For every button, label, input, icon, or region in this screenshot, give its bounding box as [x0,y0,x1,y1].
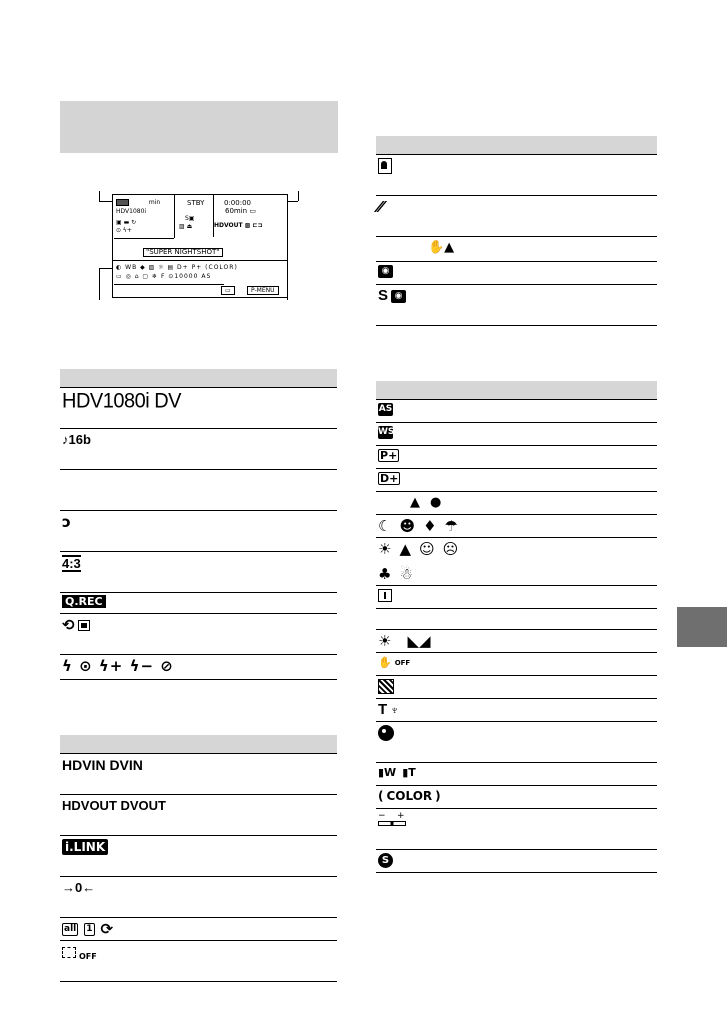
quick-rec-icon: Q.REC [62,595,106,608]
landscape-icon: ▲ [410,495,420,510]
group-divider [113,260,287,261]
one-push-icon: ◣◢ [407,632,431,650]
table-row [376,237,657,262]
table-row [60,470,337,511]
table-row [60,593,337,614]
portrait-icon: ● [430,495,442,510]
chapter-tab [677,607,727,647]
leader-line [99,268,100,300]
flash-indicator: ⊙ ϟ+ [116,227,132,234]
indicator-table-camera [376,381,657,873]
table-row [60,918,337,941]
snow-icon: ☃ [399,565,413,583]
repeat-one-icon: 1 [86,923,93,934]
zebra-icon [378,679,394,694]
repeat-icons [62,921,113,937]
table-row [376,786,657,809]
table-row [376,469,657,492]
ilink-icon: i.LINK [62,839,108,855]
group-divider [213,195,214,237]
steadyshot-off-icon: ✋ OFF [378,656,411,669]
mountain-icon: ▲ [399,540,411,558]
indicator-table-recording [60,369,337,680]
manual-focus-icon [378,589,392,602]
table-row [60,655,337,680]
table-row [376,609,657,630]
scene-icons-3 [378,566,413,582]
table-row [376,492,657,515]
leader-line [99,191,100,201]
interval-rec-icon: ⟲ [62,617,90,633]
settings-row-1: ◐ WB ◆ ▨ ☼ ▤ D+ P+ (COLOR) [116,264,238,271]
write-protect-icon: ⁄⁄ [378,198,384,216]
beach-icon: ♣ [378,565,392,583]
table-row [60,754,337,795]
table-row [60,795,337,836]
leader-line [287,201,298,202]
sunset-icon: ☂ [444,517,458,535]
red-eye-icon: ◉ [378,265,393,278]
memory-card-icon [378,158,392,174]
lcd-screen [112,194,288,298]
battery-indicator: min [116,199,160,206]
table-row [60,552,337,593]
table-row [60,388,337,429]
table-header [60,735,337,754]
table-header [60,369,337,388]
table-row [376,538,657,563]
section-header-box [60,101,338,153]
table-row [376,850,657,873]
zero-set-memory-icon: →0← [62,880,96,895]
format-indicator: HDV1080i [116,208,147,215]
hdv-out-dv-out-icon: HDVOUT DVOUT [62,798,166,813]
table-row [376,446,657,469]
table-row [376,653,657,676]
group-divider [114,238,174,239]
table-row [376,285,657,326]
hdv-in-dv-in-icon: HDVIN DVIN [62,757,143,773]
leader-line [298,191,299,201]
table-header [376,381,657,400]
table-row [60,429,337,470]
sepia-icon: ▮T [402,766,416,779]
table-row [60,836,337,877]
table-row [60,941,337,982]
repeat-all-icon: all [64,923,77,934]
picture-effect-icon: P+ [380,449,398,462]
wide-select-icon: WS [378,427,395,437]
people-icon: ☺ [419,540,435,558]
group-divider [114,284,224,285]
output-indicator: HDVOUT ▩ ⊏⊐ [214,222,263,229]
tape-indicator: ▣ ▬ ↻ [116,219,137,226]
table-header [376,136,657,155]
spotlight-icon: ♦ [423,517,437,535]
pmenu-button[interactable]: P-MENU [247,286,279,295]
table-row [376,763,657,786]
table-row [376,699,657,722]
screen-off-icon: OFF [62,944,97,961]
status-text: STBY [187,199,205,207]
card-icon: ▭ [221,286,235,295]
scene-icons-2 [378,541,458,557]
memory-icons: S▣ [185,215,195,222]
indicator-table-memory [376,136,657,326]
table-row [376,563,657,586]
aspect-4-3-icon: 4:3 [62,556,81,571]
face-icon: ☹ [442,540,459,558]
shot-transition-icon: S [378,853,393,868]
table-row [376,423,657,446]
repeat-icon: ⟳ [100,920,114,938]
leader-line [99,268,113,269]
table-row [376,809,657,850]
candle-icon: ☻ [399,517,416,535]
remaining-tape: 60min ▭ [225,207,256,215]
flash-icons: ϟ ⊙ ϟ+ ϟ− ⊘ [62,657,174,675]
settings-row-2: ▭ ◎ ⌂ ▢ ❄ F ⊙10000 AS [116,273,212,280]
table-row [376,586,657,609]
landscape-portrait-icons [410,495,441,510]
table-row [376,722,657,763]
tele-macro-icon: T ♆ [378,701,400,718]
white-balance-icons [378,633,431,649]
bw-sepia-icons [378,766,416,779]
table-row [376,676,657,699]
table-row [376,155,657,196]
table-row [376,630,657,653]
table-row [376,400,657,423]
digital-effect-icon: D+ [380,472,399,485]
memory-icons: ▨ ⏏ [179,223,193,230]
exposure-bar-icon: − + [378,812,406,826]
leader-line [99,201,113,202]
indicator-table-playback [60,735,337,982]
color-slow-shutter-icon [378,725,394,741]
bw-icon: ▮W [378,766,397,779]
cinematone-color-icon: ( COLOR ) [378,789,441,803]
table-row [60,511,337,552]
hdv1080i-dv-icon: HDV1080i DV [62,389,182,413]
group-divider [174,195,175,238]
self-timer-icon: ↄ [62,513,71,531]
s-red-eye-icon: S ◉ [378,288,406,304]
moon-icon: ☾ [378,517,392,535]
table-row [376,515,657,538]
steadyshot-warning-icon: ✋▲ [428,240,455,255]
scene-icons-1 [378,518,458,534]
nightshot-label: "SUPER NIGHTSHOT" [143,248,223,257]
table-row [376,196,657,237]
auto-shutter-icon: AS [378,404,393,414]
time-counter: 0:00:00 [224,199,251,207]
fireworks-icon: ☀ [378,540,392,558]
table-row [60,614,337,655]
table-row [60,877,337,918]
table-row [376,262,657,285]
outdoor-icon: ☀ [378,632,392,650]
audio-16bit-icon: ♪16b [62,432,91,447]
